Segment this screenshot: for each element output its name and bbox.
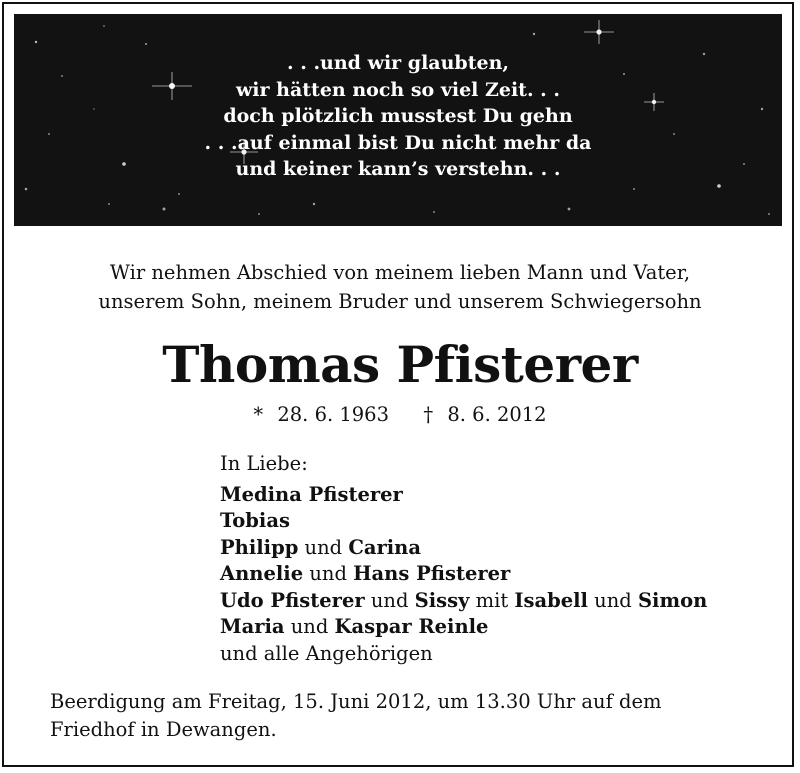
mourner-name: Tobias xyxy=(220,509,290,532)
funeral-line-1: Beerdigung am Freitag, 15. Juni 2012, um 13.30 Uhr auf dem xyxy=(50,690,662,713)
birth-date: 28. 6. 1963 xyxy=(277,403,389,426)
mourner-row xyxy=(220,641,707,668)
mourner-name: Kaspar Reinle xyxy=(334,615,489,638)
starry-sky-banner xyxy=(14,14,782,226)
funeral-details xyxy=(50,688,770,744)
mourner-name: Sissy xyxy=(414,588,470,612)
poem-line: und keiner kann’s verstehn. . . xyxy=(235,158,561,180)
farewell-intro xyxy=(0,258,800,316)
mourner-row xyxy=(220,508,707,535)
mourner-name: Udo Pfisterer xyxy=(220,588,365,612)
conjunction: und xyxy=(364,588,415,612)
intro-line-2: unserem Sohn, meinem Bruder und unserem Schwiegersohn xyxy=(98,290,702,313)
mourner-row xyxy=(220,561,707,588)
mourners-list xyxy=(220,451,707,667)
poem-line: doch plötzlich musstest Du gehn xyxy=(223,105,573,127)
mourner-row xyxy=(220,588,707,615)
poem-line: . . .und wir glaubten, xyxy=(286,52,509,74)
mourner-name: Philipp xyxy=(220,535,299,559)
mourner-name: Maria xyxy=(220,615,285,638)
poem-line: . . .auf einmal bist Du nicht mehr da xyxy=(204,131,592,154)
conjunction: und xyxy=(298,535,349,559)
funeral-line-2: Friedhof in Dewangen. xyxy=(50,718,277,741)
conjunction: und xyxy=(303,562,354,585)
poem-text xyxy=(14,50,782,183)
birth-symbol: * xyxy=(253,403,264,426)
mourner-name: Isabell xyxy=(514,588,588,612)
mourner-name: Medina Pfisterer xyxy=(220,482,403,506)
mourner-name: Hans Pfisterer xyxy=(353,562,511,585)
mourner-row xyxy=(220,482,707,509)
intro-line-1: Wir nehmen Abschied von meinem lieben Mann und Vater, xyxy=(109,261,691,284)
mourner-row xyxy=(220,535,707,562)
relatives-text: und alle Angehörigen xyxy=(220,641,433,665)
conjunction: mit xyxy=(469,588,515,612)
conjunction: und xyxy=(587,588,638,612)
conjunction: und xyxy=(284,615,335,638)
mourner-name: Annelie xyxy=(220,562,304,585)
deceased-name: Thomas Pfisterer xyxy=(162,335,638,394)
mourner-name: Simon xyxy=(637,588,708,612)
death-date: 8. 6. 2012 xyxy=(447,403,547,426)
mourner-row xyxy=(220,614,707,641)
death-symbol: † xyxy=(423,403,434,426)
life-dates xyxy=(0,400,800,430)
mourner-name: Carina xyxy=(348,535,421,559)
mourners-heading: In Liebe: xyxy=(220,452,308,475)
poem-line: wir hätten noch so viel Zeit. . . xyxy=(235,78,561,101)
